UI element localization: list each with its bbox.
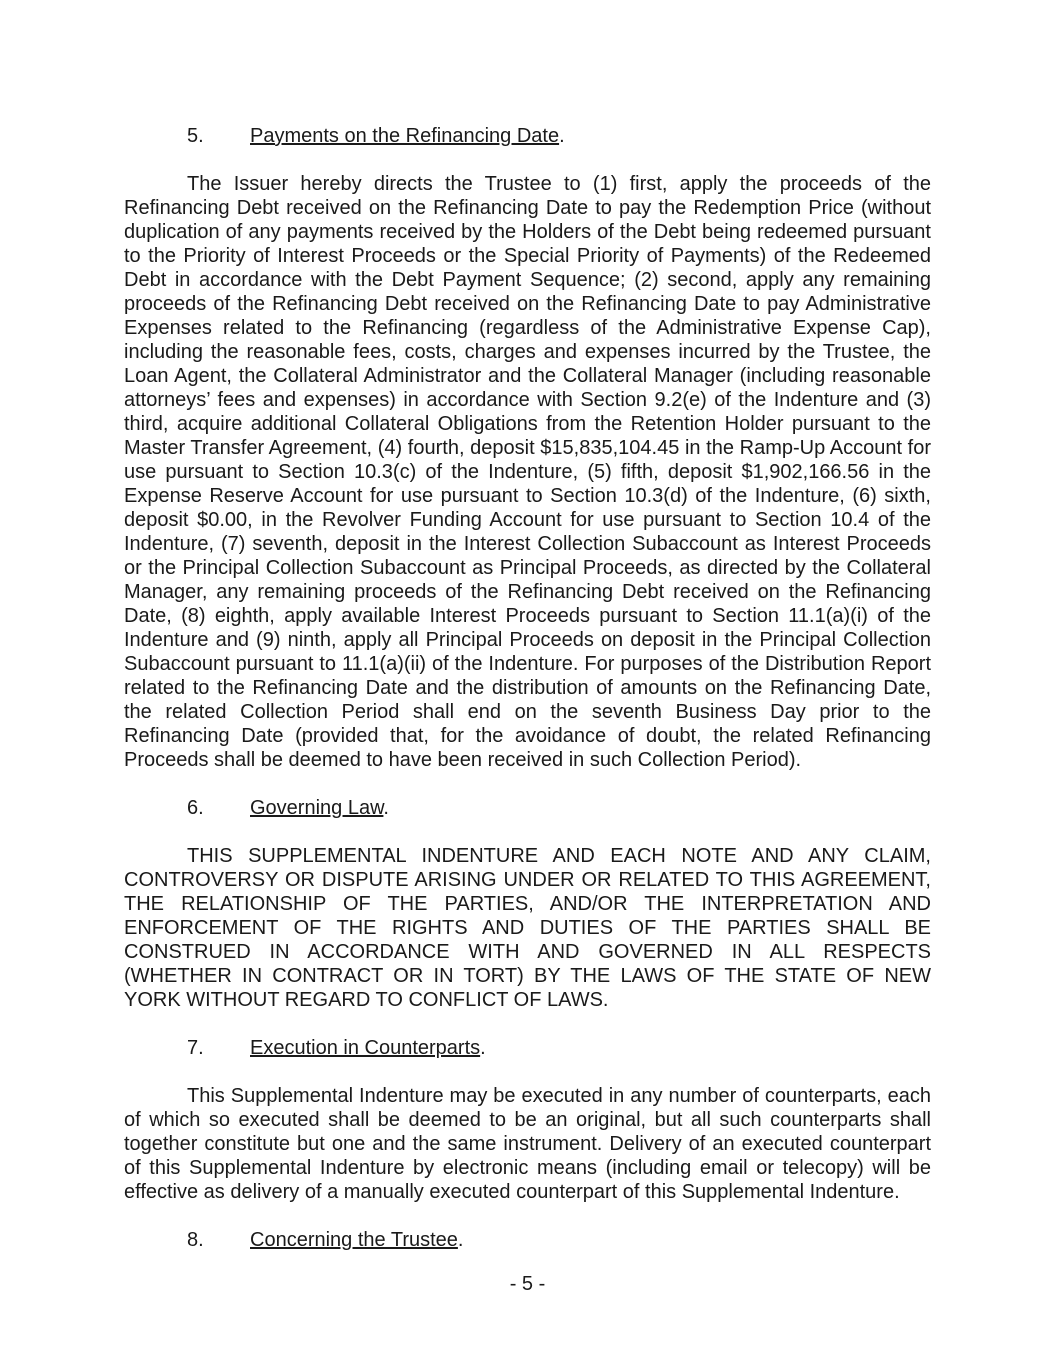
section-6-heading — [124, 796, 931, 820]
section-7-number: 7. — [187, 1037, 204, 1059]
section-5-number: 5. — [187, 125, 204, 147]
page-number: - 5 - — [509, 1273, 546, 1295]
section-7-title-period: . — [480, 1037, 486, 1059]
section-5-title: Payments on the Refinancing Date — [250, 125, 560, 147]
section-5-paragraph: The Issuer hereby directs the Trustee to (1) first, apply the proceeds of the Refinancing Debt received on the Refinancing Date to pay the Redemption Price (without duplication of any payments received by the Holders of the Debt being redeemed pursuant to the Priority of Interest Proceeds or the Special Priority of Payments) of the Redeemed Debt in accordance with the Debt Payment Sequence; (2) second, apply any remaining proceeds of the Refinancing Debt received on the Refinancing Date to pay Administrative Expenses related to the Refinancing (regardless of the Administrative Expense Cap), including the reasonable fees, costs, charges and expenses incurred by the Trustee, the Loan Agent, the Collateral Administrator and the Collateral Manager (including reasonable attorneys’ fees and expenses) in accordance with Section 9.2(e) of the Indenture and (3) third, acquire additional Collateral Obligations from the Retention Holder pursuant to the Master Transfer Agreement, (4) fourth, deposit $15,835,104.45 in the Ramp-Up Account for use pursuant to Section 10.3(c) of the Indenture, (5) fifth, deposit $1,902,166.56 in the Expense Reserve Account for use pursuant to Section 10.3(d) of the Indenture, (6) sixth, deposit $0.00, in the Revolver Funding Account for use pursuant to Section 10.4 of the Indenture, (7) seventh, deposit in the Interest Collection Subaccount as Interest Proceeds or the Principal Collection Subaccount as Principal Proceeds, as directed by the Collateral Manager, any remaining proceeds of the Refinancing Debt received on the Refinancing Date, (8) eighth, apply available Interest Proceeds pursuant to Section 11.1(a)(i) of the Indenture and (9) ninth, apply all Principal Proceeds on deposit in the Principal Collection Subaccount pursuant to 11.1(a)(ii) of the Indenture. For purposes of the Distribution Report related to the Refinancing Date and the distribution of amounts on the Refinancing Date, the related Collection Period shall end on the seventh Business Day prior to the Refinancing Date (provided that, for the avoidance of doubt, the related Refinancing Proceeds shall be deemed to have been received in such Collection Period). — [124, 173, 931, 771]
document-content — [124, 124, 931, 1276]
section-6-number: 6. — [187, 797, 204, 819]
section-8-number: 8. — [187, 1229, 204, 1251]
section-5-heading — [124, 124, 931, 148]
section-8-heading — [124, 1228, 931, 1252]
section-8-title: Concerning the Trustee — [250, 1229, 458, 1251]
section-6-title-period: . — [383, 797, 389, 819]
section-7-paragraph: This Supplemental Indenture may be executed in any number of counterparts, each of which so executed shall be deemed to be an original, but all such counterparts shall together constitute but one and the same instrument. Delivery of an executed counterpart of this Supplemental Indenture by electronic means (including email or telecopy) will be effective as delivery of a manually executed counterpart of this Supplemental Indenture. — [124, 1085, 931, 1203]
section-7-heading — [124, 1036, 931, 1060]
section-7-title: Execution in Counterparts — [250, 1037, 481, 1059]
section-5-title-period: . — [559, 125, 565, 147]
section-6-paragraph: THIS SUPPLEMENTAL INDENTURE AND EACH NOTE AND ANY CLAIM, CONTROVERSY OR DISPUTE ARISING UNDER OR RELATED TO THIS AGREEMENT, THE RELATIONSHIP OF THE PARTIES, AND/OR THE INTERPRETATION AND ENFORCEMENT OF THE RIGHTS AND DUTIES OF THE PARTIES SHALL BE CONSTRUED IN ACCORDANCE WITH AND GOVERNED IN ALL RESPECTS (WHETHER IN CONTRACT OR IN TORT) BY THE LAWS OF THE STATE OF NEW YORK WITHOUT REGARD TO CONFLICT OF LAWS. — [124, 845, 931, 1011]
section-8-title-period: . — [457, 1229, 464, 1251]
section-6-title: Governing Law — [250, 797, 384, 819]
